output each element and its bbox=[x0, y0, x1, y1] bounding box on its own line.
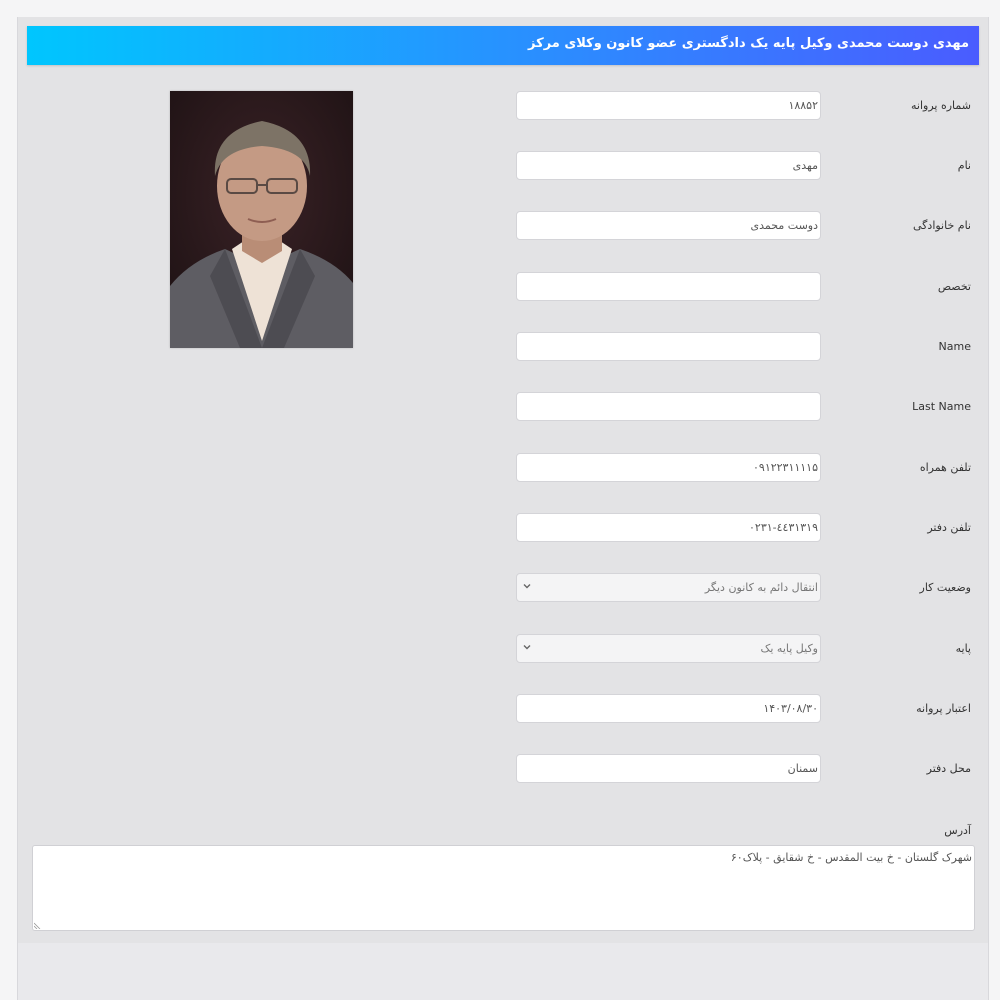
office-phone-input[interactable]: ٤٤٣١٣١٩-۰۲۳۱ bbox=[516, 513, 821, 542]
license-number-label: شماره پروانه bbox=[911, 99, 971, 112]
license-validity-input[interactable]: ۱۴۰۳/۰۸/۳۰ bbox=[516, 694, 821, 723]
profile-card bbox=[17, 17, 989, 1000]
name-en-label: Name bbox=[938, 340, 971, 353]
profile-header bbox=[27, 26, 979, 65]
office-location-label: محل دفتر bbox=[926, 762, 971, 775]
specialty-input[interactable] bbox=[516, 272, 821, 301]
name-en-input[interactable] bbox=[516, 332, 821, 361]
form-row-first-name bbox=[18, 151, 988, 181]
resize-handle-icon[interactable] bbox=[34, 921, 42, 929]
chevron-down-icon bbox=[523, 582, 531, 590]
page-title: مهدی دوست محمدی وکیل پایه یک دادگستری عضو کانون وکلای مرکز bbox=[528, 36, 969, 51]
form-row-office-phone bbox=[18, 513, 988, 543]
form-row-grade bbox=[18, 634, 988, 664]
work-status-label: وضعیت کار bbox=[919, 581, 971, 594]
grade-label: پایه bbox=[955, 642, 971, 655]
form-row-license-validity bbox=[18, 694, 988, 724]
mobile-input[interactable]: ۰۹۱۲۲۳۱۱۱۱۵ bbox=[516, 453, 821, 482]
mobile-label: تلفن همراه bbox=[919, 461, 971, 474]
form-row-specialty bbox=[18, 272, 988, 302]
last-name-en-input[interactable] bbox=[516, 392, 821, 421]
specialty-label: تخصص bbox=[937, 280, 971, 293]
address-textarea[interactable]: شهرک گلستان - خ بیت المقدس - خ شقایق - پلاک۶۰ bbox=[32, 845, 975, 931]
address-label: آدرس bbox=[944, 824, 971, 837]
office-phone-label: تلفن دفتر bbox=[927, 521, 971, 534]
form-row-mobile bbox=[18, 453, 988, 483]
chevron-down-icon bbox=[523, 643, 531, 651]
work-status-select[interactable]: انتقال دائم به کانون دیگر bbox=[516, 573, 821, 602]
form-row-last-name bbox=[18, 211, 988, 241]
grade-select[interactable]: وکیل پایه یک bbox=[516, 634, 821, 663]
profile-panel bbox=[18, 17, 988, 943]
last-name-label: نام خانوادگی bbox=[913, 219, 971, 232]
form-row-office-location bbox=[18, 754, 988, 784]
form-row-last-name-en bbox=[18, 392, 988, 422]
form-row-work-status bbox=[18, 573, 988, 603]
form-row-name-en bbox=[18, 332, 988, 362]
license-number-input[interactable]: ۱۸۸۵۲ bbox=[516, 91, 821, 120]
license-validity-label: اعتبار پروانه bbox=[916, 702, 971, 715]
last-name-en-label: Last Name bbox=[912, 400, 971, 413]
last-name-input[interactable]: دوست محمدی bbox=[516, 211, 821, 240]
first-name-label: نام bbox=[957, 159, 971, 172]
first-name-input[interactable]: مهدی bbox=[516, 151, 821, 180]
form-row-license-number bbox=[18, 91, 988, 121]
office-location-input[interactable]: سمنان bbox=[516, 754, 821, 783]
